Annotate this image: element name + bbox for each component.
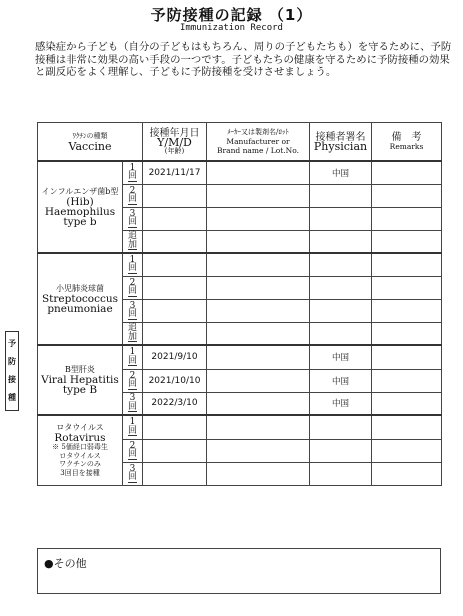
header-maker-jp: ﾒｰｶｰ又は製剤名/ﾛｯﾄ <box>227 128 289 136</box>
dose-remarks-cell <box>372 345 442 369</box>
dose-date-cell <box>143 184 207 207</box>
dose-count-cell <box>123 345 143 369</box>
dose-remarks-cell <box>372 230 442 253</box>
header-remarks <box>372 123 442 162</box>
dose-remarks-cell <box>372 415 442 439</box>
page-title: 予防接種の記録 （1） <box>150 6 313 24</box>
dose-remarks-cell <box>372 392 442 415</box>
side-tab <box>5 331 19 411</box>
dose-physician-cell <box>310 253 372 276</box>
dose-count-label: 3 回 <box>127 463 137 482</box>
dose-physician-cell <box>310 276 372 299</box>
header-vaccine-jp: ﾜｸﾁﾝの種類 <box>72 132 108 140</box>
vaccine-name-cell <box>38 161 123 253</box>
dose-count-cell <box>123 415 143 439</box>
dose-physician-cell <box>310 462 372 485</box>
dose-remarks-cell <box>372 439 442 462</box>
dose-count-label: 2 回 <box>127 185 137 204</box>
dose-physician-cell <box>310 322 372 345</box>
dose-manufacturer-cell <box>207 322 310 345</box>
dose-row <box>38 345 442 369</box>
dose-row <box>38 253 442 276</box>
dose-date-cell <box>143 322 207 345</box>
vaccine-name-jp: ロタウイルス <box>56 423 104 433</box>
dose-count-label: 追 加 <box>127 323 137 342</box>
vaccine-name-cell <box>38 345 123 415</box>
dose-remarks-cell <box>372 462 442 485</box>
dose-manufacturer-cell <box>207 299 310 322</box>
dose-count-label: 3 回 <box>127 393 137 412</box>
dose-manufacturer-cell <box>207 276 310 299</box>
dose-remarks-cell <box>372 299 442 322</box>
vaccine-note: ※ 5価経口弱毒生 ロタウイルス ワクチンのみ 3回目を接種 <box>52 443 108 477</box>
dose-physician-cell <box>310 415 372 439</box>
dose-count-label: 1 回 <box>127 347 137 366</box>
header-physician-en: Physician <box>313 140 368 153</box>
header-maker-en2: Brand name / Lot.No. <box>217 146 299 155</box>
header-maker <box>207 123 310 162</box>
vaccine-name-cell <box>38 253 123 345</box>
header-date <box>143 123 207 162</box>
dose-date-cell <box>143 276 207 299</box>
header-physician-jp: 接種者署名 <box>315 132 366 143</box>
dose-date-cell <box>143 439 207 462</box>
dose-physician-cell <box>310 439 372 462</box>
dose-count-cell <box>123 207 143 230</box>
dose-manufacturer-cell <box>207 462 310 485</box>
dose-date-cell <box>143 207 207 230</box>
dose-count-cell <box>123 369 143 392</box>
dose-date-cell <box>143 230 207 253</box>
dose-physician-cell: 中国 <box>310 345 372 369</box>
header-date-jp: 接種年月日 <box>149 127 200 139</box>
dose-date-cell <box>143 415 207 439</box>
dose-physician-cell <box>310 184 372 207</box>
dose-count-cell <box>123 322 143 345</box>
dose-manufacturer-cell <box>207 230 310 253</box>
dose-count-label: 1 回 <box>127 162 137 182</box>
page-subtitle: Immunization Record <box>180 23 283 33</box>
side-tab-char: 予 <box>8 339 16 348</box>
dose-count-label: 3 回 <box>127 300 137 319</box>
dose-remarks-cell <box>372 369 442 392</box>
dose-remarks-cell <box>372 207 442 230</box>
dose-physician-cell <box>310 207 372 230</box>
dose-count-label: 2 回 <box>127 277 137 296</box>
dose-remarks-cell <box>372 161 442 184</box>
vaccine-name-cell <box>38 415 123 485</box>
vaccine-name-en: (Hib) Haemophilus type b <box>44 196 116 228</box>
dose-count-label: 1 回 <box>127 254 137 274</box>
dose-remarks-cell <box>372 184 442 207</box>
vaccine-rows <box>38 161 442 485</box>
dose-date-cell: 2021/11/17 <box>143 161 207 184</box>
dose-physician-cell <box>310 230 372 253</box>
dose-count-label: 2 回 <box>127 440 137 459</box>
header-maker-en1: Manufacturer or <box>226 137 290 146</box>
dose-manufacturer-cell <box>207 392 310 415</box>
dose-date-cell <box>143 253 207 276</box>
dose-count-cell <box>123 276 143 299</box>
dose-date-cell: 2022/3/10 <box>143 392 207 415</box>
header-vaccine-en: Vaccine <box>68 140 112 153</box>
vaccine-name-en: Streptococcus pneumoniae <box>41 293 119 315</box>
vaccine-name-jp: B型肝炎 <box>65 365 95 374</box>
vaccine-name-en: Rotavirus <box>54 432 106 445</box>
dose-count-label: 1 回 <box>127 417 137 436</box>
vaccine-name-jp: インフルエンザ菌b型 <box>41 187 119 196</box>
dose-manufacturer-cell <box>207 439 310 462</box>
dose-count-cell <box>123 462 143 485</box>
dose-count-cell <box>123 230 143 253</box>
dose-row <box>38 415 442 439</box>
dose-manufacturer-cell <box>207 207 310 230</box>
immunization-table <box>37 122 442 486</box>
dose-count-cell <box>123 253 143 276</box>
dose-manufacturer-cell <box>207 184 310 207</box>
header-remarks-jp: 備 考 <box>391 132 422 143</box>
other-label: ●その他 <box>44 557 87 570</box>
side-tab-char: 防 <box>8 357 16 366</box>
dose-date-cell <box>143 462 207 485</box>
dose-remarks-cell <box>372 276 442 299</box>
dose-physician-cell: 中国 <box>310 392 372 415</box>
dose-count-label: 3 回 <box>127 208 137 227</box>
header-remarks-en: Remarks <box>389 142 424 151</box>
dose-row <box>38 161 442 184</box>
dose-count-cell <box>123 392 143 415</box>
dose-count-cell <box>123 161 143 184</box>
other-notes-box <box>37 548 441 594</box>
side-tab-char: 種 <box>8 393 16 402</box>
dose-remarks-cell <box>372 253 442 276</box>
header-vaccine <box>38 123 143 162</box>
header-date-note: (年齢) <box>164 146 185 155</box>
side-tab-char: 接 <box>8 375 16 384</box>
dose-physician-cell <box>310 299 372 322</box>
dose-count-cell <box>123 439 143 462</box>
header-date-en: Y/M/D <box>157 135 192 149</box>
dose-physician-cell: 中国 <box>310 161 372 184</box>
dose-manufacturer-cell <box>207 415 310 439</box>
intro-paragraph: 感染症から子ども（自分の子どもはもちろん、周りの子どもたちも）を守るために、予防接種は非常に効果の高い手段の一つです。子どもたちの健康を守るために予防接種の効果と副反応をよく理解し、子どもに予防接種を受けさせましょう。 <box>35 41 452 79</box>
dose-count-label: 追 加 <box>127 231 137 250</box>
dose-count-cell <box>123 299 143 322</box>
header-physician <box>310 123 372 162</box>
dose-count-label: 2 回 <box>127 370 137 389</box>
dose-manufacturer-cell <box>207 345 310 369</box>
dose-date-cell <box>143 299 207 322</box>
dose-physician-cell: 中国 <box>310 369 372 392</box>
dose-remarks-cell <box>372 322 442 345</box>
vaccine-name-en: Viral Hepatitis type B <box>41 374 119 396</box>
dose-manufacturer-cell <box>207 253 310 276</box>
dose-date-cell: 2021/9/10 <box>143 345 207 369</box>
dose-manufacturer-cell <box>207 161 310 184</box>
dose-date-cell: 2021/10/10 <box>143 369 207 392</box>
dose-manufacturer-cell <box>207 369 310 392</box>
vaccine-name-jp: 小児肺炎球菌 <box>56 284 104 293</box>
dose-count-cell <box>123 184 143 207</box>
